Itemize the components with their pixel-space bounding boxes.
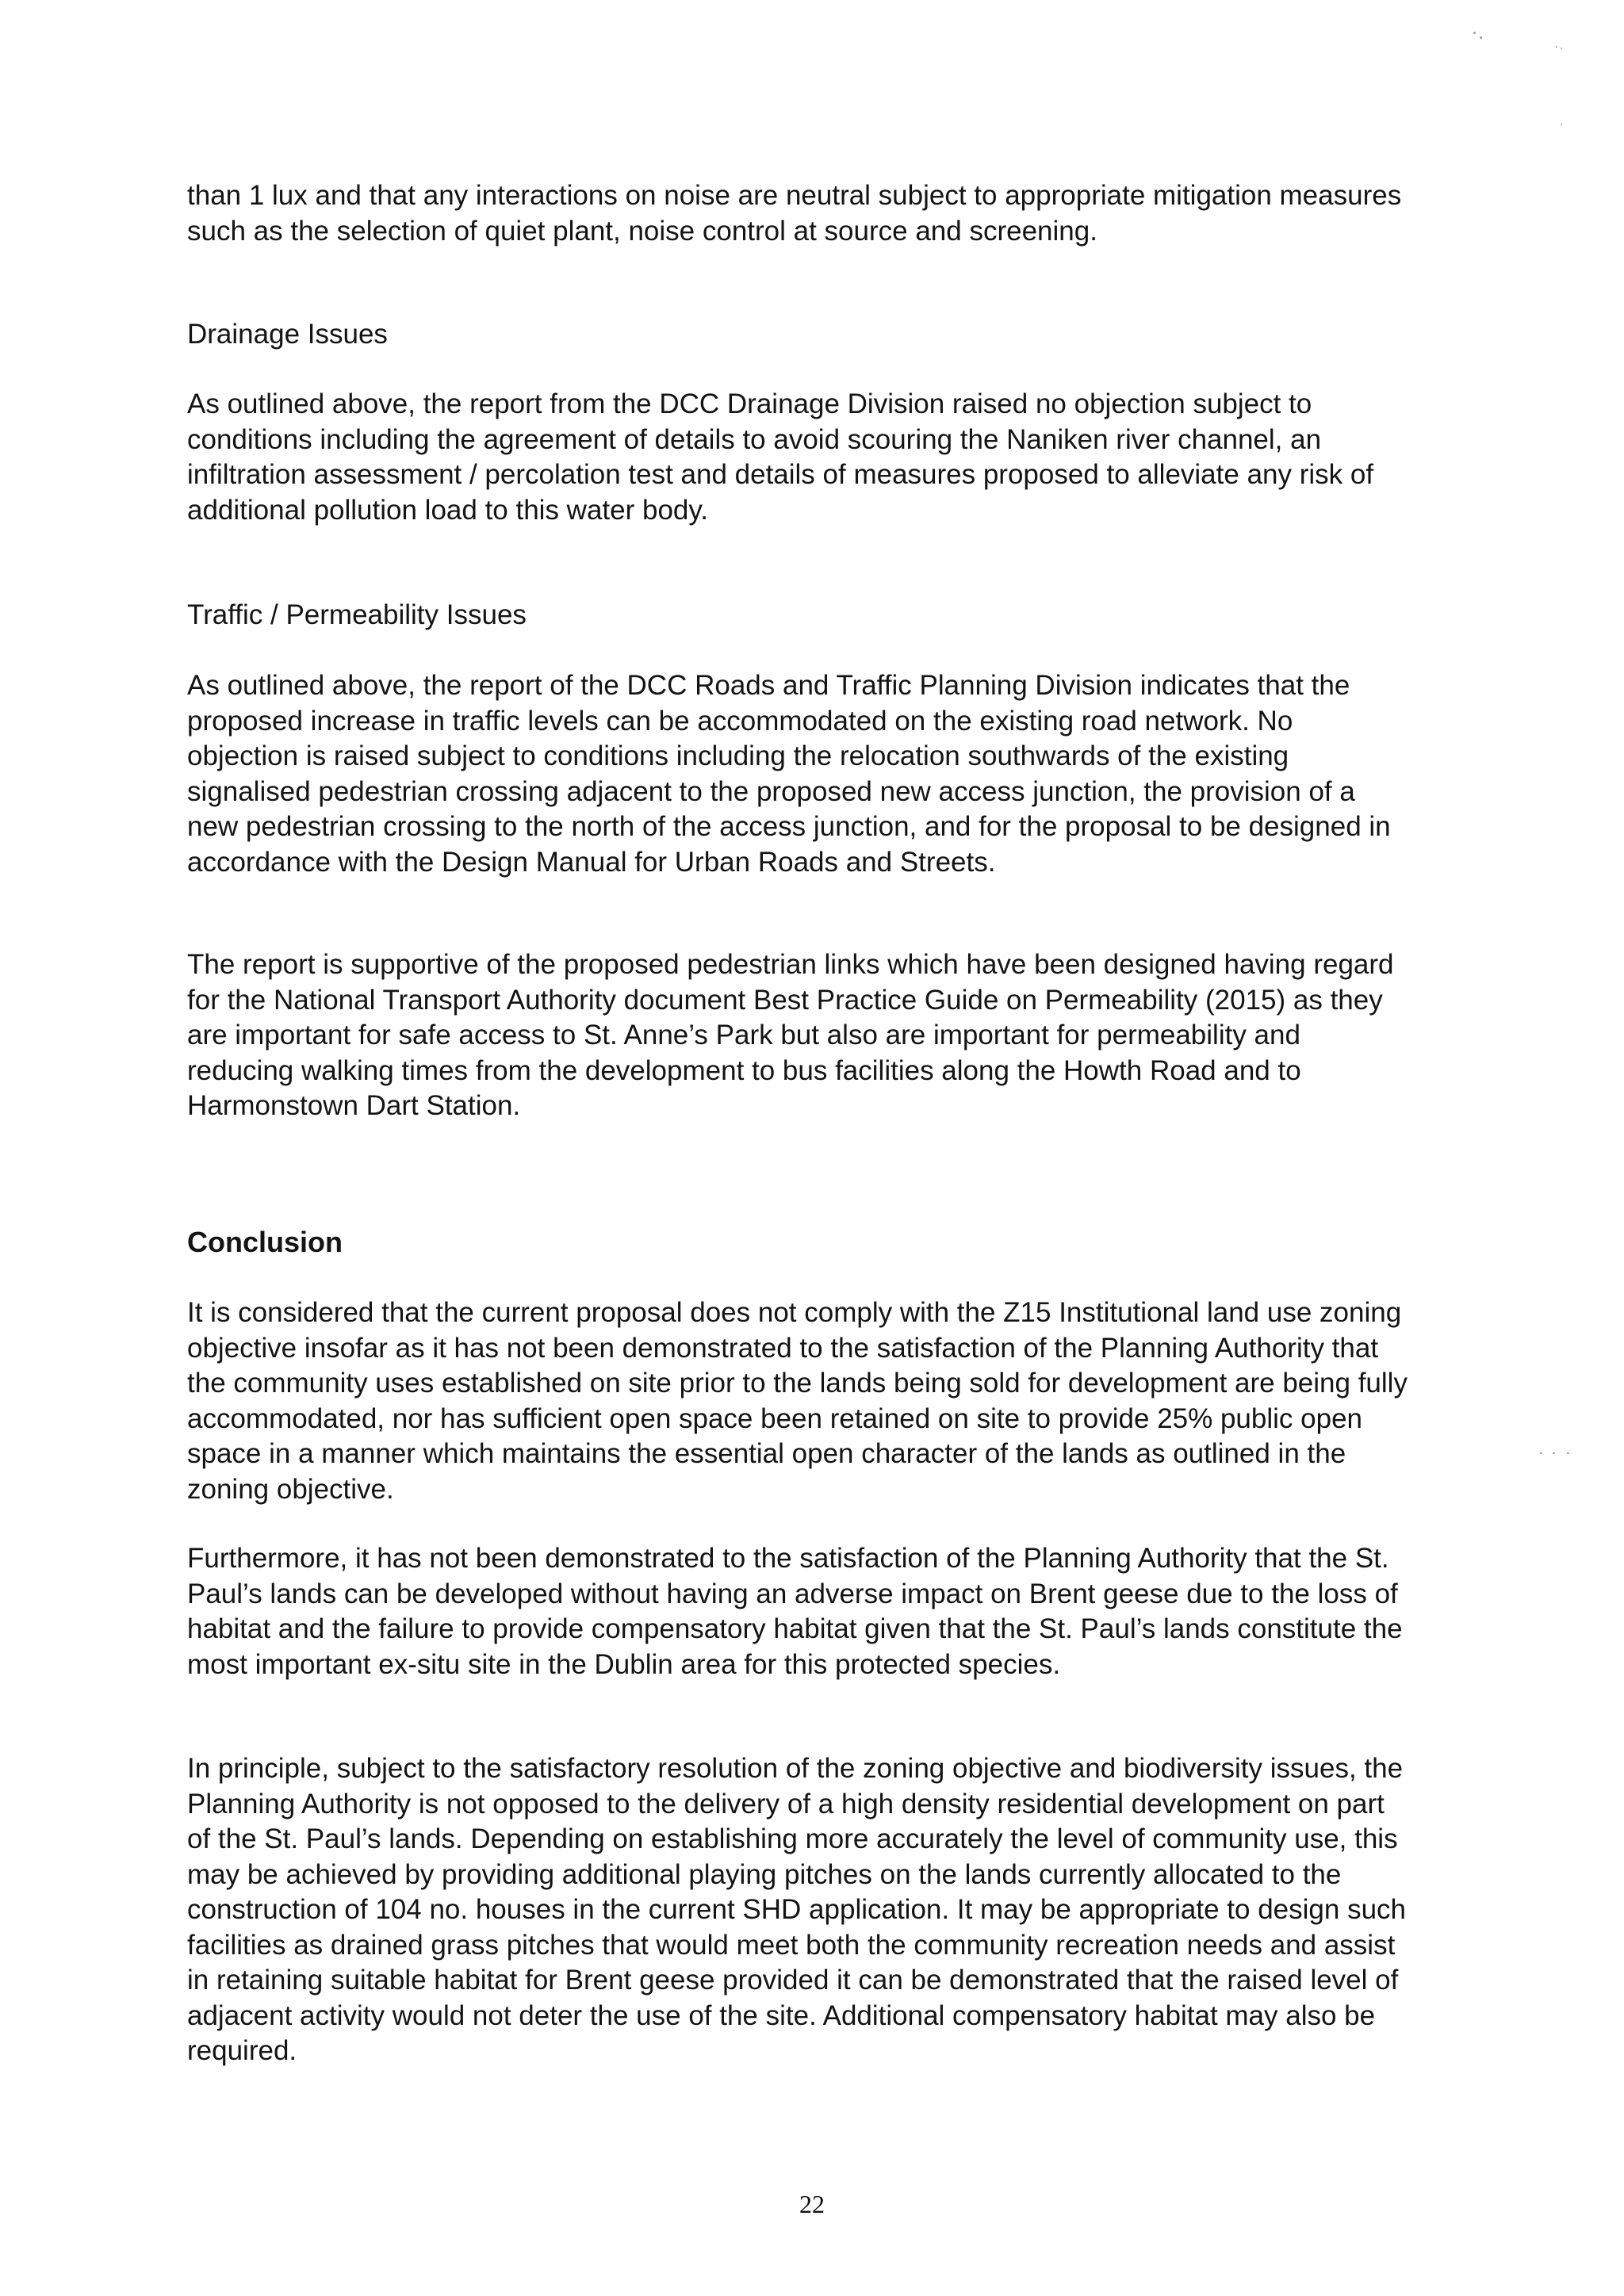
- traffic-paragraph-1: As outlined above, the report of the DCC Roads and Traffic Planning Division indicates that the proposed increase in traffic levels can be accommodated on the existing road network. No objection is raised subject to conditions including the relocation southwards of the existing signalised pedestrian crossing adjacent to the proposed new access junction, the provision of a new pedestrian crossing to the north of the access junction, and for the proposal to be designed in accordance with the Design Manual for Urban Roads and Streets.: [187, 670, 1391, 878]
- scan-speck: [1556, 46, 1557, 48]
- traffic-heading: Traffic / Permeability Issues: [187, 599, 527, 630]
- scan-speck: [1540, 1452, 1542, 1454]
- scan-speck: [1561, 124, 1562, 125]
- drainage-paragraph: As outlined above, the report from the DCC Drainage Division raised no objection subject to conditions including the agreement of details to avoid scouring the Naniken river channel, an infiltration assessment / percolation test and details of measures proposed to alleviate any risk of additional pollution load to this water body.: [187, 388, 1374, 526]
- scan-speck: [1553, 1452, 1555, 1454]
- scan-speck: [1567, 1452, 1569, 1454]
- conclusion-paragraph-3: In principle, subject to the satisfactory resolution of the zoning objective and biodiversity issues, the Planning Authority is not opposed to the delivery of a high density residential development on part of the St. Paul’s lands. Depending on establishing more accurately the level of community use, this may be achieved by providing additional playing pitches on the lands currently allocated to the construction of 104 no. houses in the current SHD application. It may be appropriate to design such facilities as drained grass pitches that would meet both the community recreation needs and assist in retaining suitable habitat for Brent geese provided it can be demonstrated that the raised level of adjacent activity would not deter the use of the site. Additional compensatory habitat may also be required.: [187, 1753, 1407, 2066]
- conclusion-paragraph-2: Furthermore, it has not been demonstrated to the satisfaction of the Planning Authority that the St. Paul’s lands can be developed without having an adverse impact on Brent geese due to the loss of habitat and the failure to provide compensatory habitat given that the St. Paul’s lands constitute the most important ex-situ site in the Dublin area for this protected species.: [187, 1543, 1403, 1680]
- intro-paragraph: than 1 lux and that any interactions on noise are neutral subject to appropriate mitigation measures such as the selection of quiet plant, noise control at source and screening.: [187, 180, 1402, 247]
- scan-speck: [1561, 48, 1562, 49]
- conclusion-heading: Conclusion: [187, 1226, 343, 1258]
- drainage-heading: Drainage Issues: [187, 319, 388, 350]
- scan-speck: [1480, 36, 1482, 39]
- scan-speck: [1473, 32, 1476, 34]
- page-number: 22: [799, 2190, 825, 2218]
- conclusion-paragraph-1: It is considered that the current proposal does not comply with the Z15 Institutional land use zoning objective insofar as it has not been demonstrated to the satisfaction of the Planning Authority that the community uses established on site prior to the lands being sold for development are being fully accommodated, nor has sufficient open space been retained on site to provide 25% public open space in a manner which maintains the essential open character of the lands as outlined in the zoning objective.: [187, 1297, 1408, 1505]
- traffic-paragraph-2: The report is supportive of the proposed pedestrian links which have been designed having regard for the National Transport Authority document Best Practice Guide on Permeability (2015) as they are important for safe access to St. Anne’s Park but also are important for permeability and reducing walking times from the development to bus facilities along the Howth Road and to Harmonstown Dart Station.: [187, 949, 1394, 1121]
